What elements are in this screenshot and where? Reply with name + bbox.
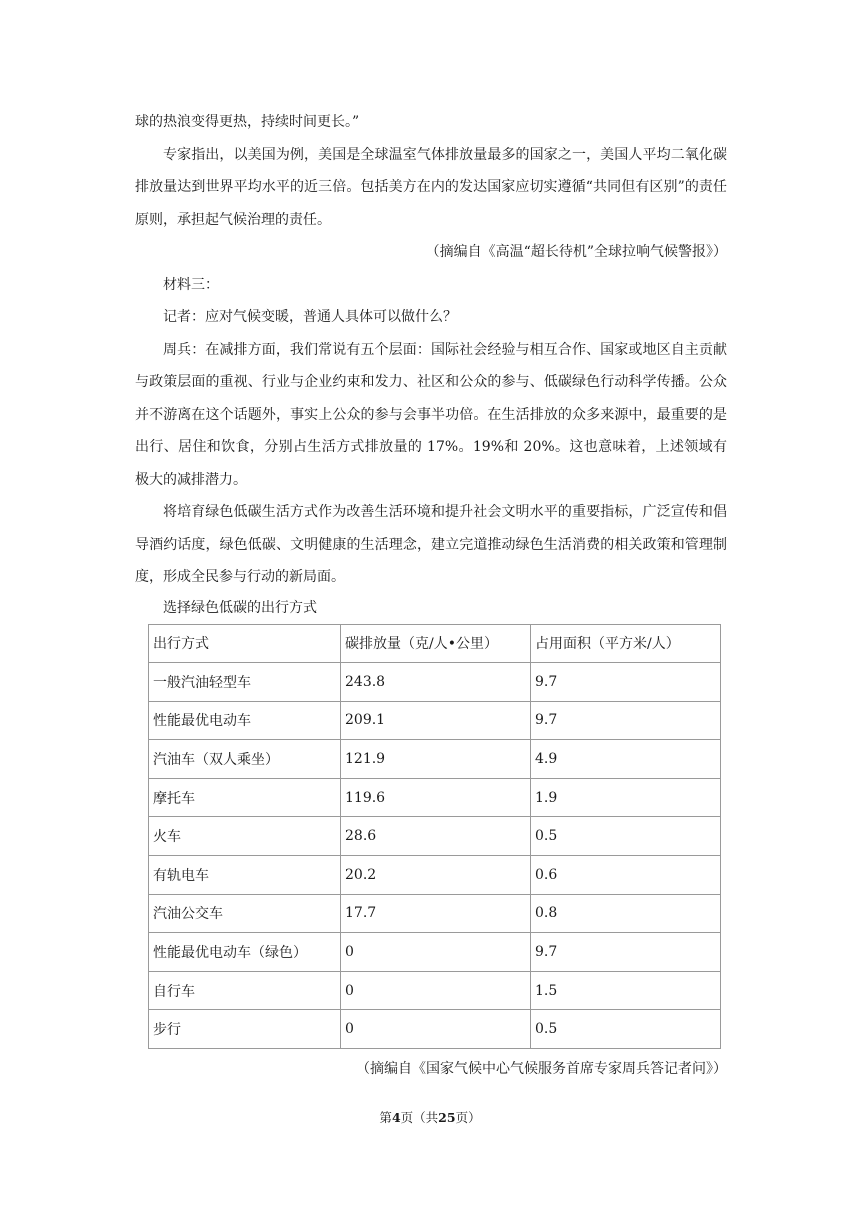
paragraph-expert-opinion: 专家指出，以美国为例，美国是全球温室气体排放量最多的国家之一，美国人平均二氧化碳排放量达到世界平均水平的近三倍。包括美方在内的发达国家应切实遵循“共同但有区别”的责任原则，承担起气候治理的责任。 (135, 146, 727, 228)
table-cell: 0 (341, 933, 531, 972)
header-cell: 出行方式 (149, 624, 341, 663)
table-cell: 0.5 (531, 1010, 721, 1049)
footer-page-number: 4 (391, 1110, 401, 1125)
header-cell: 占用面积（平方米/人） (531, 624, 721, 663)
table-cell: 209.1 (341, 701, 531, 740)
table-cell: 汽油公交车 (149, 894, 341, 933)
table-row (149, 933, 721, 972)
table-cell: 性能最优电动车（绿色） (149, 933, 341, 972)
paragraph-heatwave-end: 球的热浪变得更热，持续时间更长。” (135, 114, 360, 130)
interview-answer: 周兵：在减排方面，我们常说有五个层面：国际社会经验与相互合作、国家或地区自主贡献与政策层面的重视、行业与企业约束和发力、社区和公众的参与、低碳绿色行动科学传播。公众并不游离在这个话题外，事实上公众的参与会事半功倍。在生活排放的众多来源中，最重要的是出行、居住和饮食，分别占生活方式排放量的 17%。19%和 20%。这也意味着，上述领域有极大的减排潜力。 (135, 341, 727, 488)
table-cell: 17.7 (341, 894, 531, 933)
table-row (149, 740, 721, 779)
table-row (149, 817, 721, 856)
table-cell: 一般汽油轻型车 (149, 663, 341, 702)
table-cell: 0 (341, 971, 531, 1010)
table-row (149, 971, 721, 1010)
table-cell: 1.5 (531, 971, 721, 1010)
table-cell: 20.2 (341, 856, 531, 895)
interview-question: 记者：应对气候变暖，普通人具体可以做什么？ (163, 309, 457, 325)
footer-prefix: 第 (379, 1110, 392, 1125)
table-cell: 9.7 (531, 663, 721, 702)
table-row (149, 856, 721, 895)
table-cell: 9.7 (531, 701, 721, 740)
table-cell: 汽油车（双人乘坐） (149, 740, 341, 779)
table-cell: 0.5 (531, 817, 721, 856)
table-row (149, 663, 721, 702)
page-footer (0, 1108, 860, 1126)
table-row (149, 778, 721, 817)
table-header-row (149, 624, 721, 663)
travel-mode-table (148, 624, 721, 1050)
header-cell: 碳排放量（克/人•公里） (341, 624, 531, 663)
table-cell: 有轨电车 (149, 856, 341, 895)
table-cell: 摩托车 (149, 778, 341, 817)
footer-suffix: 页） (455, 1110, 481, 1125)
table-cell: 0.6 (531, 856, 721, 895)
table-cell: 火车 (149, 817, 341, 856)
paragraph-policy: 将培育绿色低碳生活方式作为改善生活环境和提升社会文明水平的重要指标，广泛宣传和倡导酒约话度，绿色低碳、文明健康的生活理念，建立完道推动绿色生活消费的相关政策和管理制度，形成全民参与行动的新局面。 (135, 504, 727, 585)
footer-total-pages: 25 (438, 1110, 456, 1125)
document-body (135, 106, 727, 1083)
table-cell: 性能最优电动车 (149, 701, 341, 740)
table-row (149, 701, 721, 740)
table-cell: 自行车 (149, 971, 341, 1010)
table-cell: 9.7 (531, 933, 721, 972)
table-cell: 121.9 (341, 740, 531, 779)
table-cell: 步行 (149, 1010, 341, 1049)
material-three-heading: 材料三： (163, 276, 219, 293)
table-cell: 0 (341, 1010, 531, 1049)
source-citation-1: （摘编自《高温“超长待机”全球拉响气候警报》） (425, 244, 727, 260)
table-row (149, 1010, 721, 1049)
table-cell: 243.8 (341, 663, 531, 702)
table-cell: 0.8 (531, 894, 721, 933)
source-citation-2: （摘编自《国家气候中心气候服务首席专家周兵答记者问》） (356, 1061, 727, 1078)
table-caption: 选择绿色低碳的出行方式 (163, 599, 317, 616)
table-cell: 4.9 (531, 740, 721, 779)
table-cell: 28.6 (341, 817, 531, 856)
table-cell: 1.9 (531, 778, 721, 817)
footer-mid: 页（共 (400, 1110, 439, 1125)
table-row (149, 894, 721, 933)
table-cell: 119.6 (341, 778, 531, 817)
